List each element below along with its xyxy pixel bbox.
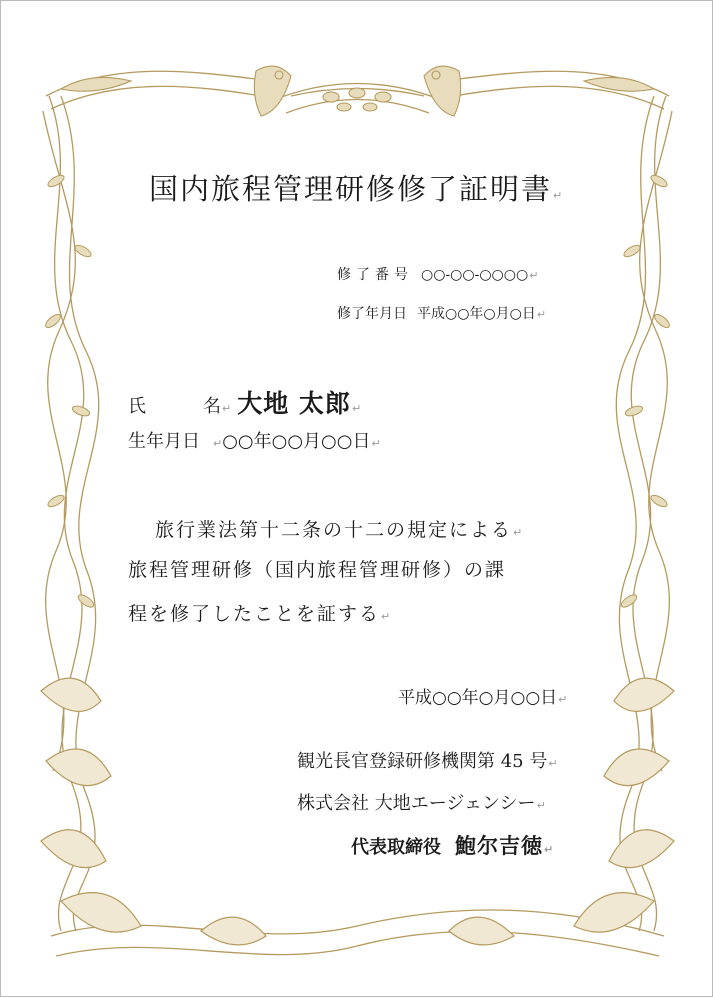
paragraph-mark: ↵ <box>513 526 525 539</box>
representative-title: 代表取締役 <box>351 837 441 858</box>
certificate-title: 国内旅程管理研修修了証明書↵ <box>149 172 565 206</box>
completion-date-value: 平成○○年○月○日 <box>417 306 536 322</box>
completion-date-row <box>337 303 546 323</box>
paragraph-mark: ↵ <box>213 437 223 450</box>
body-line-1: 旅行業法第十二条の十二の規定による↵ <box>155 519 525 541</box>
paragraph-mark: ↵ <box>548 757 558 770</box>
company-name: 株式会社 大地エージェンシー↵ <box>297 793 546 814</box>
name-label-first: 氏 <box>128 396 146 417</box>
paragraph-mark: ↵ <box>381 610 393 623</box>
birth-date-value: ○○年○○月○○日 <box>222 431 371 452</box>
name-label-second: 名 <box>203 396 221 417</box>
certificate-number-row <box>337 264 538 284</box>
paragraph-mark: ↵ <box>544 843 554 856</box>
certificate-number-label: 修了番号 <box>337 267 413 283</box>
representative-name: 鮑尔吉徳 <box>455 833 543 858</box>
birth-date-label: 生年月日 <box>128 431 200 452</box>
birth-date-row <box>128 427 381 453</box>
paragraph-mark: ↵ <box>536 308 547 321</box>
name-row <box>128 384 361 420</box>
body-line-3: 程を修了したことを証する↵ <box>128 603 393 625</box>
paragraph-mark: ↵ <box>558 693 568 706</box>
paragraph-mark: ↵ <box>529 269 539 282</box>
paragraph-mark: ↵ <box>351 402 362 415</box>
certificate-number-value: ○○-○○-○○○○ <box>421 267 529 283</box>
issue-date: 平成○○年○月○○日↵ <box>398 688 568 708</box>
paragraph-mark: ↵ <box>222 402 232 415</box>
paragraph-mark: ↵ <box>553 189 565 202</box>
registration-number: 観光長官登録研修機関第 45 号↵ <box>297 751 558 772</box>
representative-row <box>351 830 553 860</box>
completion-date-label: 修了年月日 <box>337 306 407 322</box>
paragraph-mark: ↵ <box>536 799 546 812</box>
body-line-2: 旅程管理研修（国内旅程管理研修）の課 <box>128 559 507 581</box>
paragraph-mark: ↵ <box>371 437 381 450</box>
holder-name: 大地 太郎 <box>237 389 351 418</box>
